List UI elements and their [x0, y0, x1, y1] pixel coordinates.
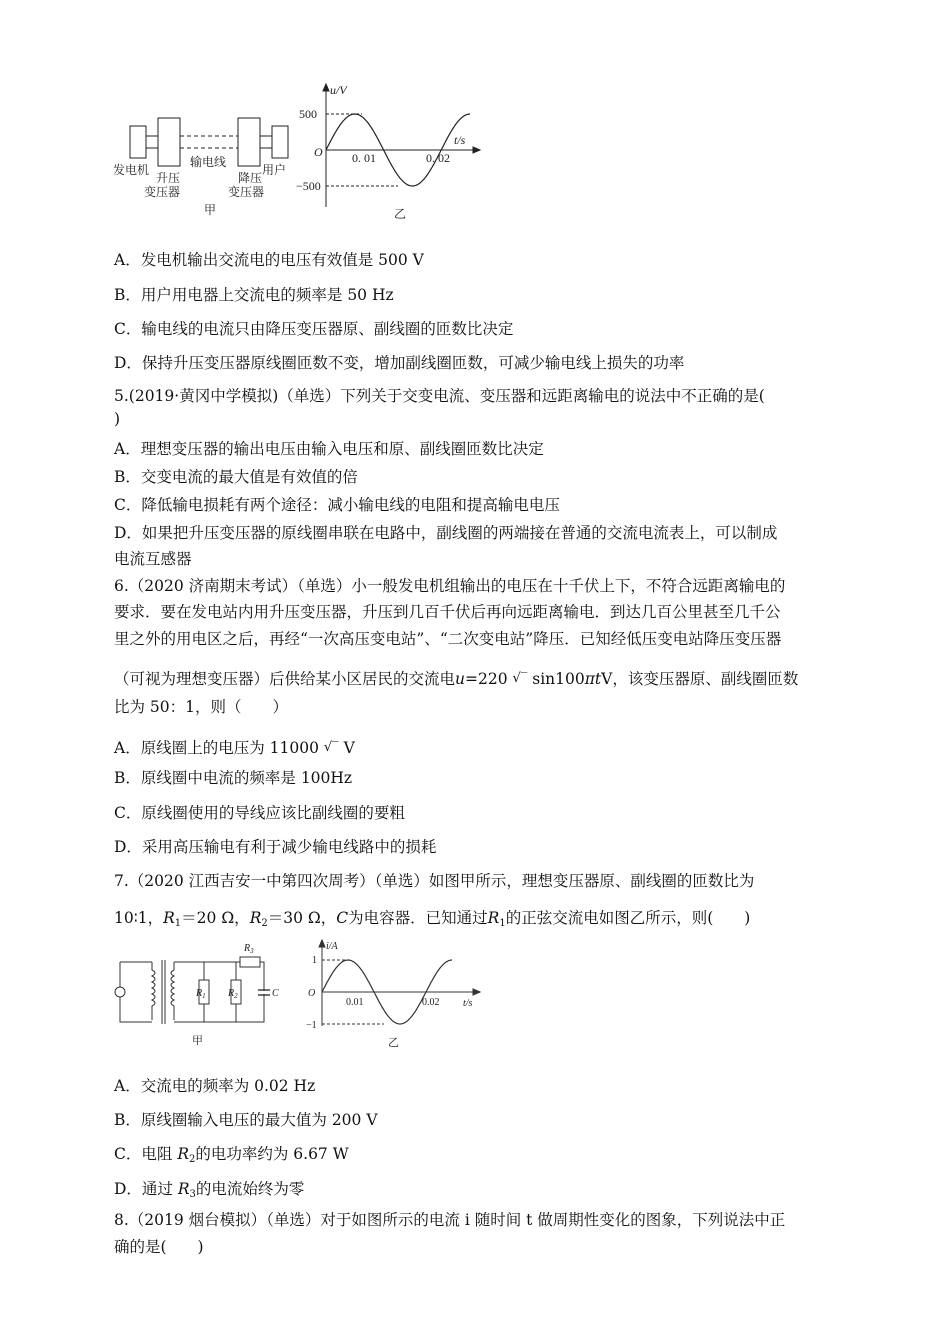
current-chart: [300, 938, 490, 1050]
y-tick-min: −1: [306, 1020, 317, 1031]
q7-option-b: B．原线圈输入电压的最大值为 200 V: [114, 1111, 378, 1129]
q6-option-c: C．原线圈使用的导线应该比副线圈的要粗: [114, 804, 405, 822]
step-up-label-2: 变压器: [144, 185, 181, 199]
sqrt-icon: √‾: [512, 671, 528, 686]
q5-stem-cont: ): [114, 410, 121, 428]
capacitor-label: C: [272, 988, 279, 999]
generator-box: [130, 126, 146, 158]
q8-stem-2: 确的是( ): [114, 1238, 204, 1256]
primary-coil-icon: [152, 962, 155, 1020]
user-label: 用户: [262, 163, 287, 177]
sqrt-icon: √‾: [323, 740, 339, 755]
fig1-caption-right: 乙: [394, 207, 407, 221]
q7-option-d: D．通过 $R_3$的电流始终为零: [114, 1180, 305, 1200]
r3-label: $R_3$: [244, 943, 254, 955]
circuit-diagram: [112, 938, 282, 1048]
secondary-coil-icon: [171, 962, 174, 1020]
q5-option-d: D．如果把升压变压器的原线圈串联在电路中，副线圈的两端接在普通的交流电流表上，可以制成: [114, 524, 778, 542]
line-label: 输电线: [190, 155, 227, 169]
x-tick-1: 0.01: [346, 997, 364, 1008]
y-tick-max: 500: [299, 107, 317, 121]
fig1-caption-left: 甲: [204, 203, 217, 217]
x-axis-arrow: [473, 147, 480, 153]
y-axis-arrow: [323, 84, 329, 91]
q6-option-a: A．原线圈上的电压为 11000 √‾ V: [114, 739, 355, 757]
voltage-chart: [296, 82, 486, 222]
step-down-label-2: 变压器: [228, 185, 265, 199]
q4-option-d: D．保持升压变压器原线圈匝数不变，增加副线圈匝数，可减少输电线上损失的功率: [114, 354, 685, 372]
secondary-wire: [174, 962, 264, 1022]
transmission-diagram: [112, 108, 302, 218]
q4-option-b: B．用户用电器上交流电的频率是 50 Hz: [114, 286, 394, 304]
step-up-transformer-box: [158, 118, 180, 166]
q6-stem-2: 要求．要在发电站内用升压变压器，升压到几百千伏后再向远距离输电．到达几百公里甚至几千公: [114, 603, 781, 621]
y-axis-arrow: [319, 940, 325, 947]
r1-label: $R_1$: [196, 988, 206, 1000]
q5-option-b: B．交变电流的最大值是有效值的倍: [114, 468, 358, 486]
x-axis-arrow: [473, 989, 480, 995]
fig2-caption-right: 乙: [388, 1037, 399, 1049]
y-tick-min: −500: [296, 179, 321, 193]
user-box: [272, 126, 288, 158]
generator-label: 发电机: [113, 163, 150, 177]
q7-option-a: A．交流电的频率为 0.02 Hz: [114, 1077, 316, 1095]
q6-stem-5: 比为 50：1，则（ ）: [114, 698, 289, 716]
r2-label: $R_2$: [228, 988, 238, 1000]
r3-resistor: [240, 957, 260, 967]
y-axis-label: i/A: [326, 941, 338, 952]
step-down-label-1: 降压: [238, 171, 263, 185]
q7-option-c: C．电阻 $R_2$的电功率约为 6.67 W: [114, 1145, 349, 1165]
q4-option-a: A．发电机输出交流电的电压有效值是 500 V: [114, 251, 424, 269]
origin-label: O: [308, 988, 316, 999]
q6-stem-4: （可视为理想变压器）后供给某小区居民的交流电u=220 √‾ sin100πtV，该变压器原、副线圈匝数: [114, 670, 799, 688]
q7-stem-1: 7.（2020 江西吉安一中第四次周考）（单选）如图甲所示，理想变压器原、副线圈的匝数比为: [114, 872, 755, 890]
x-tick-1: 0. 01: [352, 151, 376, 165]
y-axis-label: u/V: [330, 83, 347, 97]
step-down-transformer-box: [238, 118, 260, 166]
x-axis-label: t/s: [463, 998, 473, 1009]
q6-option-b: B．原线圈中电流的频率是 100Hz: [114, 769, 353, 787]
origin-label: O: [314, 145, 323, 159]
q7-stem-2: 10∶1，$R_1=20$ Ω，$R_2=30$ Ω，C为电容器．已知通过$R_1$的正弦交流电如图乙所示，则( ): [114, 909, 751, 929]
q6-option-d: D．采用高压输电有利于减少输电线路中的损耗: [114, 838, 437, 856]
x-axis-label: t/s: [454, 133, 466, 147]
q6-stem-1: 6.（2020 济南期末考试）（单选）小一般发电机组输出的电压在十千伏上下，不符合远距离输电的: [114, 577, 786, 595]
x-tick-2: 0.02: [422, 997, 440, 1008]
q5-option-d-cont: 电流互感器: [114, 550, 192, 568]
q5-stem: 5.(2019·黄冈中学模拟)（单选）下列关于交变电流、变压器和远距离输电的说法中不正确的是(: [114, 387, 765, 405]
q5-option-a: A．理想变压器的输出电压由输入电压和原、副线圈匝数比决定: [114, 440, 544, 458]
q5-option-c: C．降低输电损耗有两个途径：减小输电线的电阻和提高输电电压: [114, 496, 560, 514]
ac-source-icon: [115, 987, 125, 997]
x-tick-2: 0. 02: [426, 151, 450, 165]
fig2-caption-left: 甲: [192, 1035, 203, 1047]
step-up-label-1: 升压: [156, 171, 181, 185]
y-tick-max: 1: [312, 955, 317, 966]
q8-stem-1: 8.（2019 烟台模拟）（单选）对于如图所示的电流 i 随时间 t 做周期性变化的图象，下列说法中正: [114, 1211, 786, 1229]
q4-option-c: C．输电线的电流只由降压变压器原、副线圈的匝数比决定: [114, 320, 514, 338]
q6-stem-3: 里之外的用电区之后，再经“一次高压变电站”、“二次变电站”降压．已知经低压变电站降压变压器: [114, 630, 782, 648]
